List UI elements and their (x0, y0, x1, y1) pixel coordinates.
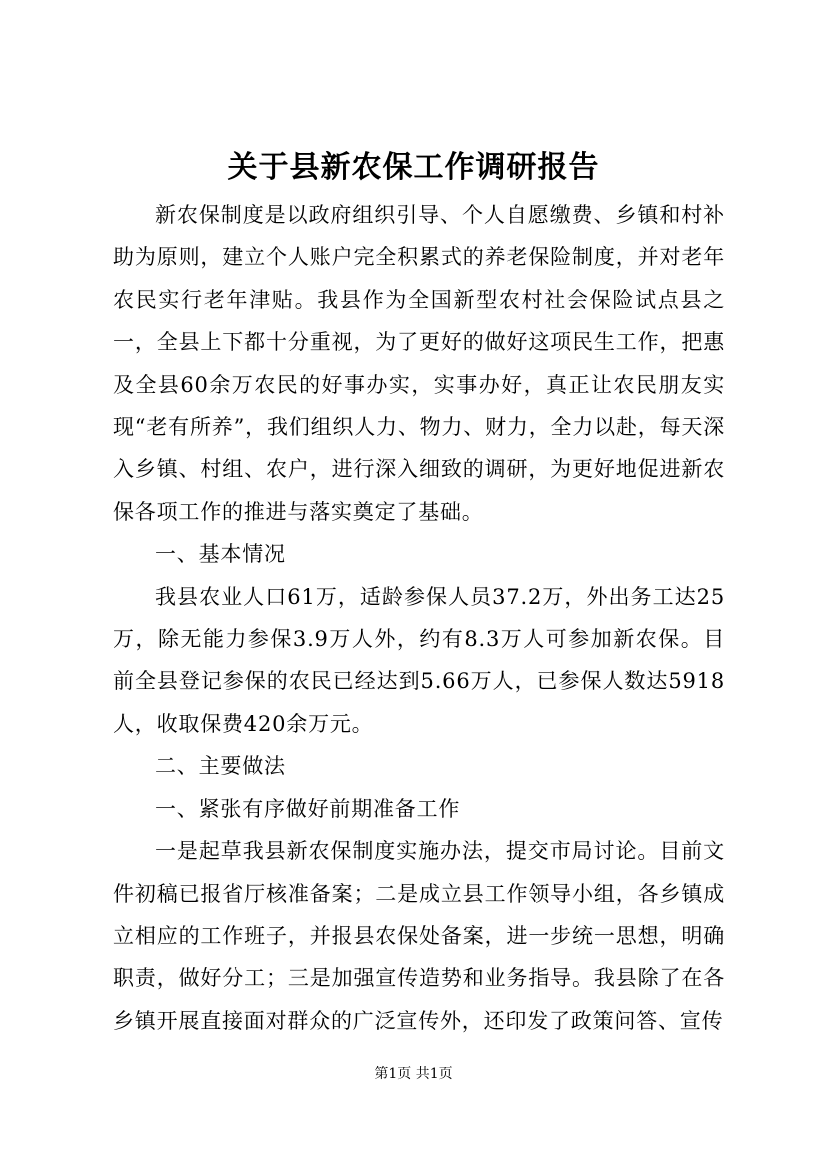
document-body (113, 194, 725, 1042)
section-heading-main-practices: 二、主要做法 (155, 754, 286, 779)
document-title: 关于县新农保工作调研报告 (227, 150, 600, 185)
section-heading-basic-situation: 一、基本情况 (155, 542, 286, 567)
paragraph-intro: 新农保制度是以政府组织引导、个人自愿缴费、乡镇和村补助为原则，建立个人账户完全积累式的养老保险制度，并对老年农民实行老年津贴。我县作为全国新型农村社会保险试点县之一，全县上下都十分重视，为了更好的做好这项民生工作，把惠及全县60余万农民的好事办实，实事办好，真正让农民朋友实现“老有所养”，我们组织人力、物力、财力，全力以赴，每天深入乡镇、村组、农户，进行深入细致的调研，为更好地促进新农保各项工作的推进与落实奠定了基础。 (113, 203, 725, 524)
paragraph-preparation: 一是起草我县新农保制度实施办法，提交市局讨论。目前文件初稿已报省厅核准备案；二是成立县工作领导小组，各乡镇成立相应的工作班子，并报县农保处备案，进一步统一思想，明确职责，做好分工；三是加强宣传造势和业务指导。我县除了在各乡镇开展直接面对群众的广泛宣传外，还印发了政策问答、宣传 (113, 839, 725, 1033)
paragraph-basic-situation: 我县农业人口61万，适龄参保人员37.2万，外出务工达25万，除无能力参保3.9万人外，约有8.3万人可参加新农保。目前全县登记参保的农民已经达到5.66万人，已参保人数达5918人，收取保费420余万元。 (113, 584, 725, 736)
subsection-heading-preparation: 一、紧张有序做好前期准备工作 (155, 796, 461, 821)
page-footer: 第1页 共1页 (374, 1066, 453, 1082)
